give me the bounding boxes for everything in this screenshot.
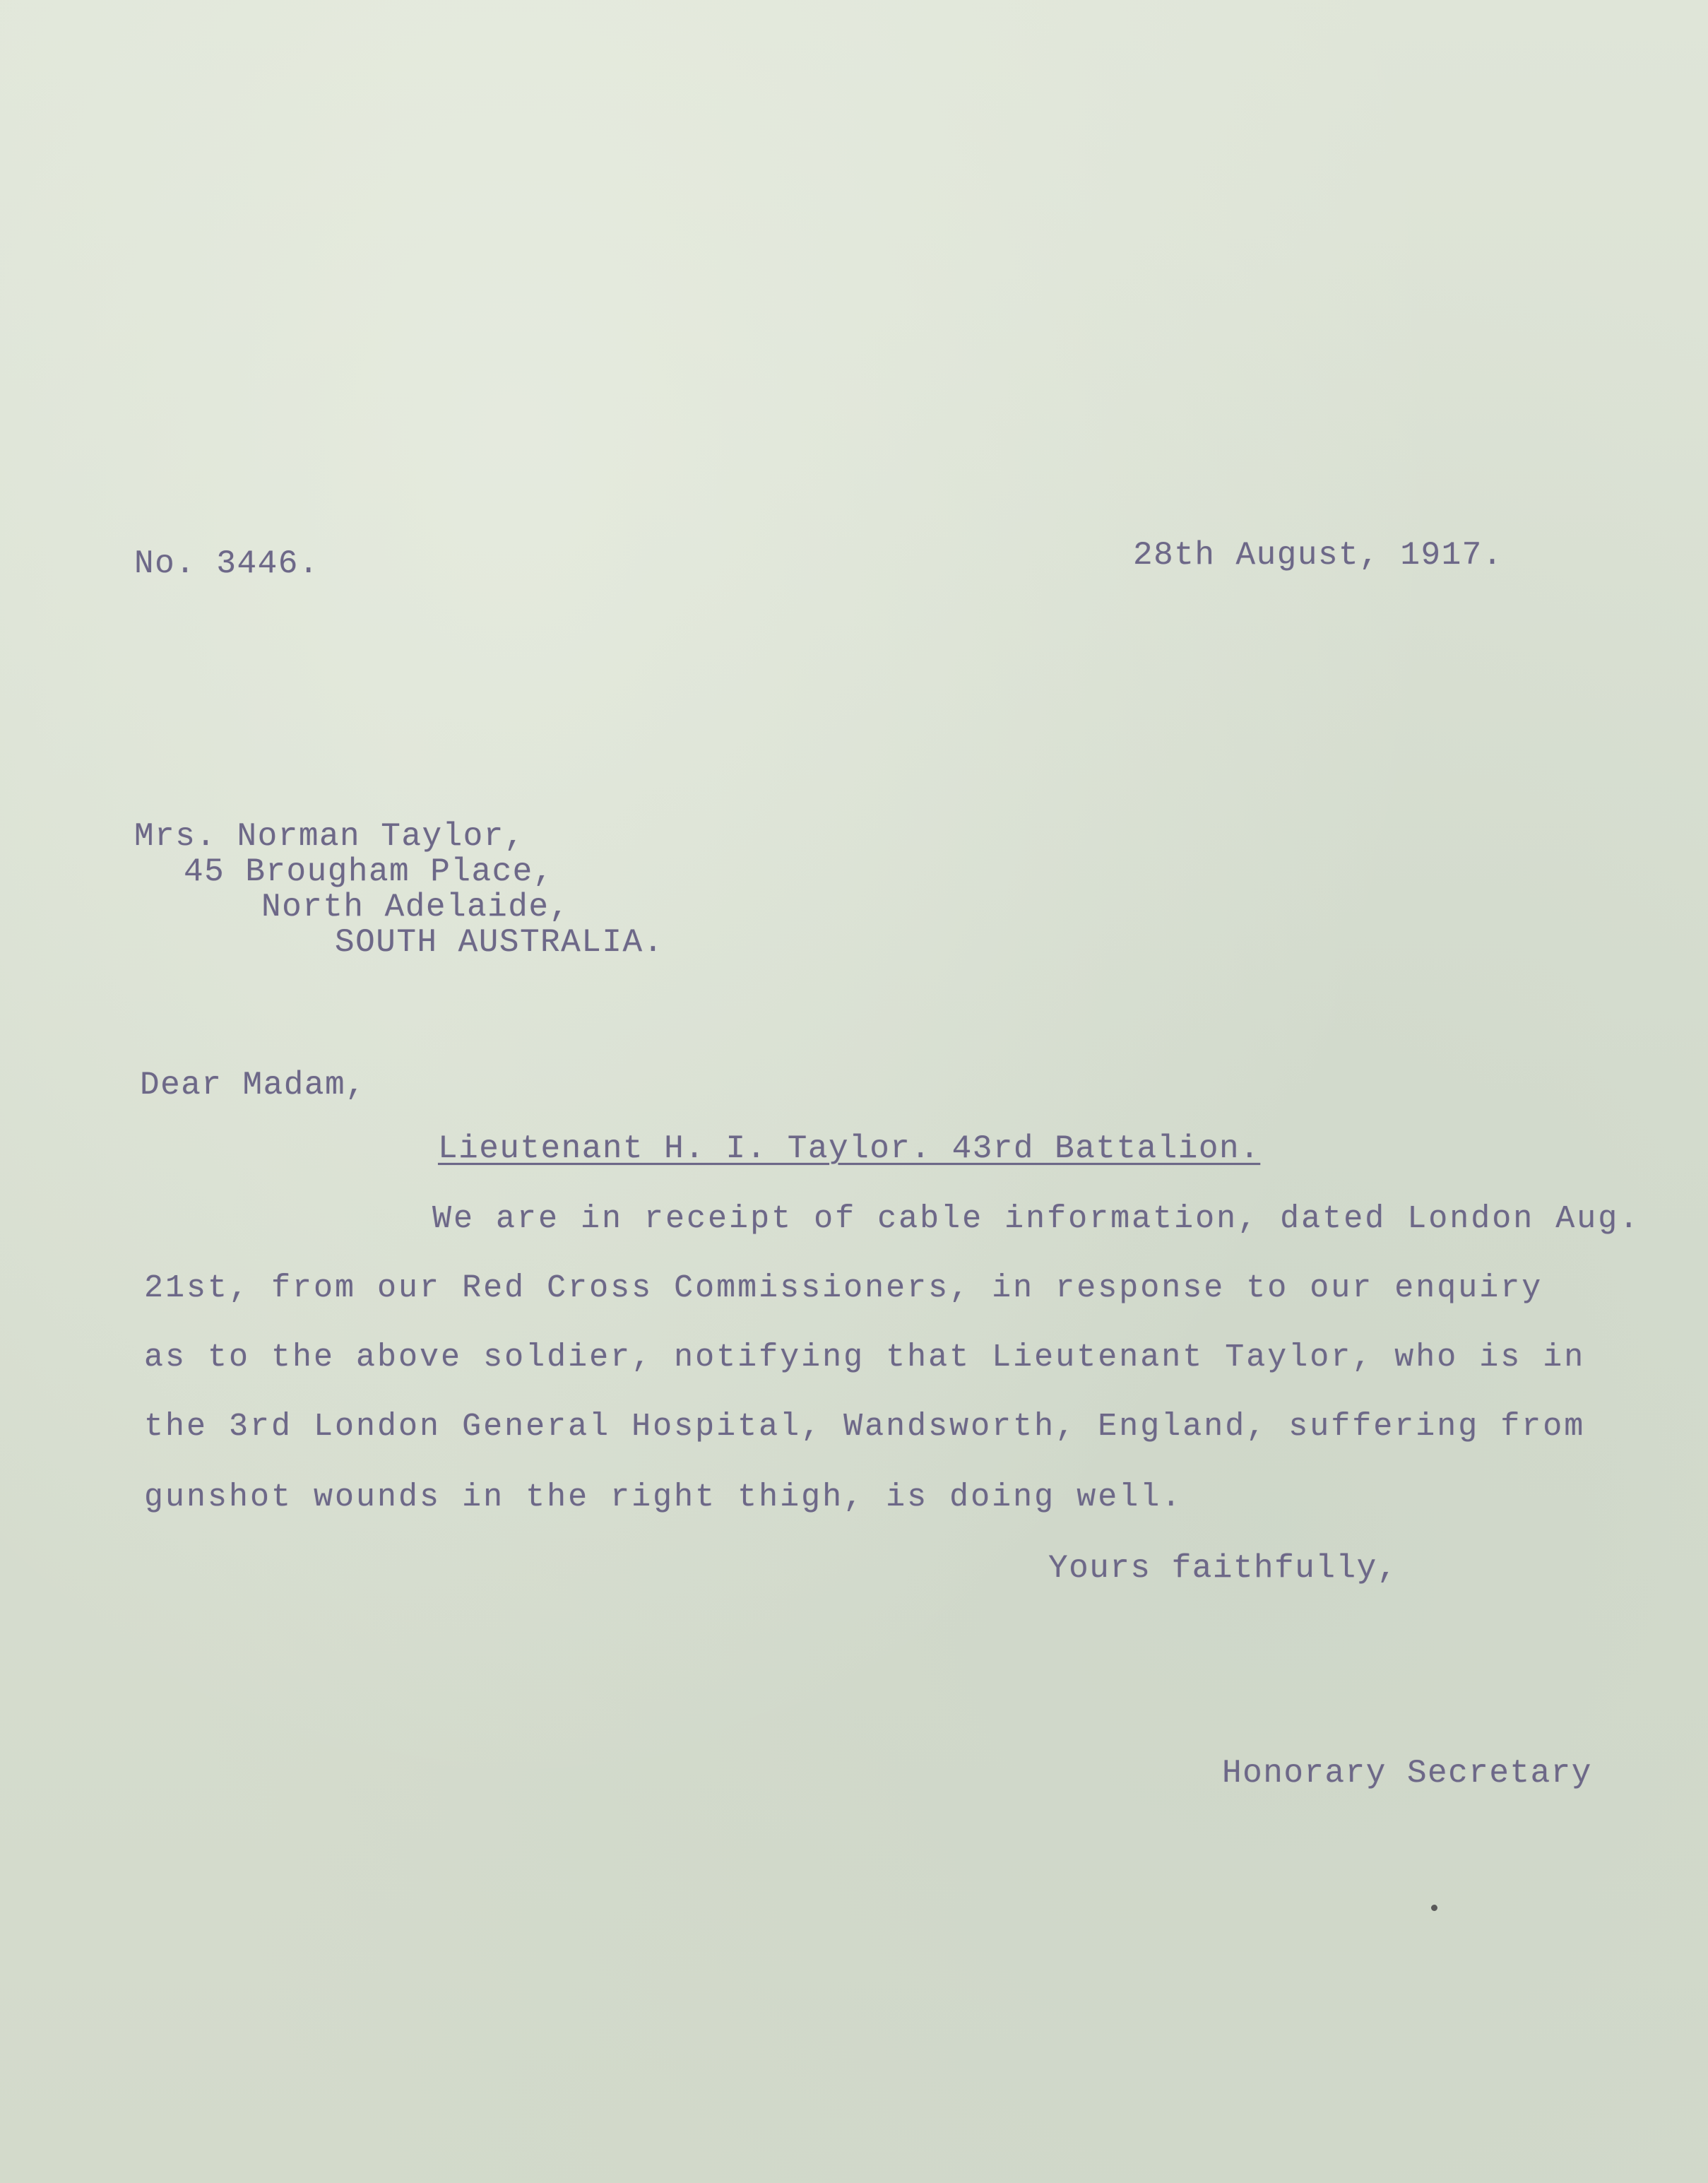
body-line: gunshot wounds in the right thigh, is doing well. xyxy=(144,1479,1183,1515)
recipient-state: SOUTH AUSTRALIA. xyxy=(335,924,664,961)
closing: Yours faithfully, xyxy=(1048,1550,1398,1587)
letter-date: 28th August, 1917. xyxy=(1133,537,1503,574)
body-line: We are in receipt of cable information, dated London Aug. xyxy=(432,1201,1641,1237)
body-line: 21st, from our Red Cross Commissioners, in response to our enquiry xyxy=(144,1270,1543,1306)
recipient-street: 45 Brougham Place, xyxy=(184,853,554,890)
body-line: the 3rd London General Hospital, Wandsworth, England, suffering from xyxy=(144,1409,1586,1445)
subject-line: Lieutenant H. I. Taylor. 43rd Battalion. xyxy=(438,1130,1261,1167)
reference-number: No. 3446. xyxy=(134,545,319,582)
recipient-suburb: North Adelaide, xyxy=(261,889,570,925)
salutation: Dear Madam, xyxy=(140,1067,367,1104)
body-line: as to the above soldier, notifying that Lieutenant Taylor, who is in xyxy=(144,1339,1586,1376)
ink-dot xyxy=(1431,1905,1437,1911)
recipient-name: Mrs. Norman Taylor, xyxy=(134,818,525,855)
signatory-title: Honorary Secretary xyxy=(1222,1755,1592,1792)
